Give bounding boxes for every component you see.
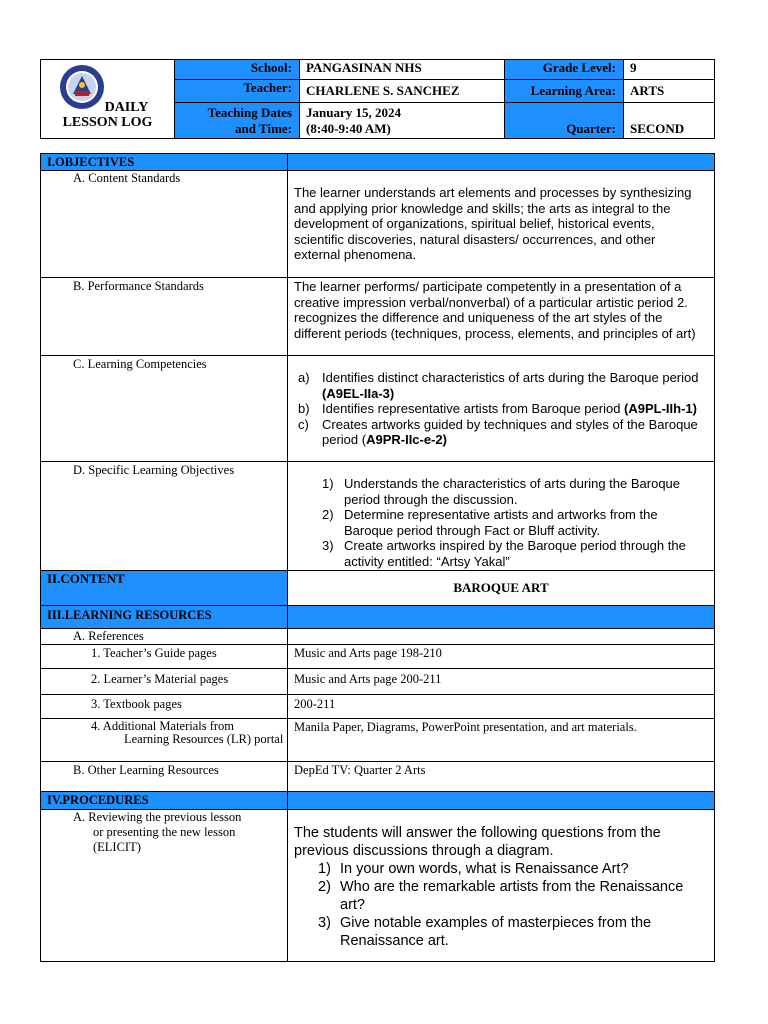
area-value: ARTS	[624, 80, 715, 103]
textbook-label: 3. Textbook pages	[41, 695, 288, 719]
objective-item	[322, 538, 704, 569]
content-heading: II.CONTENT	[41, 571, 288, 606]
question-marker: 3)	[318, 915, 331, 931]
objectives-heading-blank	[288, 154, 715, 171]
question-item	[318, 914, 704, 950]
learners-material-label: 2. Learner’s Material pages	[41, 669, 288, 695]
competency-item	[298, 370, 704, 401]
objective-text: Understands the characteristics of arts during the Baroque period through the discussion.	[344, 476, 681, 507]
competency-text: Creates artworks guided by techniques and styles of the Baroque period (	[322, 416, 698, 447]
specific-objectives-cell	[288, 462, 715, 571]
competency-item	[298, 416, 704, 448]
references-blank	[288, 629, 715, 645]
question-marker: 1)	[318, 861, 331, 877]
area-label: Learning Area:	[505, 80, 624, 103]
question-item	[318, 878, 704, 914]
performance-standards-label: B. Performance Standards	[41, 278, 288, 356]
question-marker: 2)	[318, 879, 331, 895]
resources-heading-blank	[288, 606, 715, 629]
elicit-label-line3: (ELICIT)	[93, 840, 141, 854]
objective-text: Create artworks inspired by the Baroque period through the activity entitled: “Artsy Yakal”	[344, 538, 686, 569]
procedures-heading: IV.PROCEDURES	[41, 792, 288, 810]
competency-marker: a)	[298, 370, 310, 385]
dates-label-line1: Teaching Dates	[207, 105, 292, 120]
dates-label	[175, 103, 300, 139]
competency-text: Identifies representative artists from Baroque period	[322, 401, 625, 416]
question-item	[318, 860, 704, 878]
other-resources-value: DepEd TV: Quarter 2 Arts	[288, 762, 715, 792]
additional-materials-label-line2: Learning Resources (LR) portal	[124, 732, 284, 746]
resources-heading: III.LEARNING RESOURCES	[41, 606, 288, 629]
performance-standards-text: The learner performs/ participate competently in a presentation of a creative impression verbal/nonverbal) of a particular artistic period 2. recognizes the difference and uniqueness of the art styles of the different periods (techniques, process, elements, and principles of art)	[288, 278, 715, 356]
teachers-guide-value: Music and Arts page 198-210	[288, 645, 715, 669]
question-text: In your own words, what is Renaissance Art?	[340, 861, 629, 877]
learners-material-value: Music and Arts page 200-211	[288, 669, 715, 695]
objective-marker: 3)	[322, 538, 334, 553]
learning-competencies-cell	[288, 356, 715, 462]
specific-objectives-label: D. Specific Learning Objectives	[41, 462, 288, 571]
objective-item	[322, 507, 704, 538]
time-line: (8:40-9:40 AM)	[306, 121, 391, 136]
logo-title-lesson-log: LESSON LOG	[62, 115, 153, 130]
header-table	[40, 59, 715, 139]
grade-label: Grade Level:	[505, 60, 624, 80]
elicit-cell	[288, 810, 715, 962]
quarter-label: Quarter:	[505, 103, 624, 139]
school-label: School:	[175, 60, 300, 80]
dates-label-line2: and Time:	[235, 121, 292, 136]
grade-value: 9	[624, 60, 715, 80]
additional-materials-label	[41, 719, 288, 762]
competency-code: (A9EL-IIa-3)	[322, 385, 395, 401]
procedures-heading-blank	[288, 792, 715, 810]
learning-competencies-list	[294, 370, 704, 448]
teacher-value: CHARLENE S. SANCHEZ	[300, 80, 505, 103]
logo-cell	[41, 60, 175, 139]
competency-code: A9PR-IIc-e-2)	[366, 432, 447, 447]
date-time-value	[300, 103, 505, 139]
additional-materials-label-line1: 4. Additional Materials from	[91, 719, 235, 733]
question-text: Give notable examples of masterpieces from the Renaissance art.	[340, 915, 652, 949]
competency-marker: c)	[298, 416, 309, 432]
elicit-intro: The students will answer the following questions from the previous discussions through a diagram.	[294, 825, 661, 859]
objective-text: Determine representative artists and artworks from the Baroque period through Fact or Bluff activity.	[344, 507, 658, 538]
competency-code: (A9PL-IIh-1)	[624, 401, 697, 416]
learning-competencies-label: C. Learning Competencies	[41, 356, 288, 462]
teacher-label: Teacher:	[175, 80, 300, 103]
references-label: A. References	[41, 629, 288, 645]
textbook-value: 200-211	[288, 695, 715, 719]
question-text: Who are the remarkable artists from the Renaissance art?	[340, 879, 684, 913]
objective-item	[322, 476, 704, 507]
other-resources-label: B. Other Learning Resources	[41, 762, 288, 792]
competency-item	[298, 401, 704, 417]
date-line: January 15, 2024	[306, 105, 401, 120]
content-standards-text: The learner understands art elements and processes by synthesizing and applying prior knowledge and skills; the arts as integral to the development of organizations, spiritual belief, historical events, scientific discoveries, natural disasters/ occurrences, and other external phenomena.	[288, 171, 715, 278]
specific-objectives-list	[294, 476, 704, 569]
elicit-questions-list	[294, 860, 704, 950]
elicit-label	[41, 810, 288, 962]
competency-text: Identifies distinct characteristics of arts during the Baroque period	[322, 370, 699, 385]
additional-materials-value: Manila Paper, Diagrams, PowerPoint presentation, and art materials.	[288, 719, 715, 762]
objective-marker: 1)	[322, 476, 334, 491]
logo-title-daily: DAILY	[104, 100, 149, 115]
objectives-heading: I.OBJECTIVES	[41, 154, 288, 171]
teachers-guide-label: 1. Teacher’s Guide pages	[41, 645, 288, 669]
content-standards-label: A. Content Standards	[41, 171, 288, 278]
objective-marker: 2)	[322, 507, 334, 522]
lesson-log-table	[40, 153, 715, 962]
content-topic: BAROQUE ART	[288, 571, 715, 606]
elicit-label-line1: A. Reviewing the previous lesson	[73, 810, 242, 824]
quarter-value: SECOND	[624, 103, 715, 139]
elicit-label-line2: or presenting the new lesson	[93, 825, 236, 839]
competency-marker: b)	[298, 401, 310, 416]
school-value: PANGASINAN NHS	[300, 60, 505, 80]
